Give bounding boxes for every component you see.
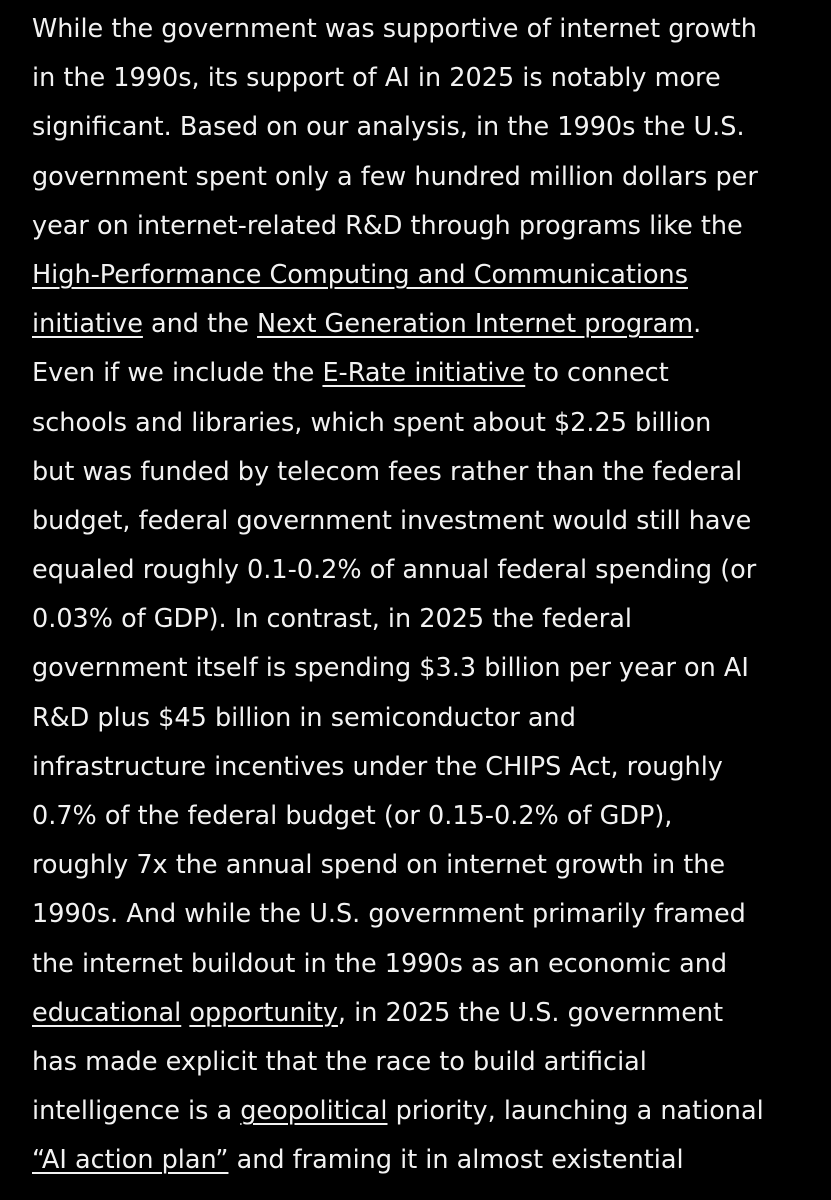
text-segment: government itself is spending $3.3 billion per year on AI	[32, 653, 749, 684]
hpcc-initiative-link[interactable]: initiative	[32, 309, 143, 340]
text-segment: equaled roughly 0.1-0.2% of annual federal spending (or	[32, 555, 757, 586]
text-line	[32, 5, 813, 54]
article-paragraph	[32, 5, 813, 1186]
text-segment: significant. Based on our analysis, in the 1990s the U.S.	[32, 112, 745, 143]
text-line	[32, 694, 813, 743]
text-line	[32, 989, 813, 1038]
text-segment: .	[693, 309, 702, 340]
text-segment: R&D plus $45 billion in semiconductor and	[32, 702, 576, 733]
text-segment: While the government was supportive of internet growth	[32, 14, 757, 44]
ai-action-plan-link[interactable]: “AI action plan”	[32, 1145, 229, 1176]
text-segment: but was funded by telecom fees rather than the federal	[32, 456, 743, 487]
text-line	[32, 103, 813, 152]
text-segment: and the	[142, 309, 258, 340]
text-line	[32, 251, 813, 300]
text-segment: , in 2025 the U.S. government	[337, 997, 724, 1028]
text-line	[32, 497, 813, 546]
text-line	[32, 940, 813, 989]
e-rate-initiative-link[interactable]: E-Rate initiative	[322, 358, 526, 389]
hpcc-initiative-link[interactable]: High-Performance Computing and Communications	[32, 259, 688, 290]
text-line	[32, 1038, 813, 1087]
text-line	[32, 300, 813, 349]
text-segment: roughly 7x the annual spend on internet growth in the	[32, 850, 726, 881]
text-segment: 0.7% of the federal budget (or 0.15-0.2% of GDP),	[32, 801, 673, 831]
text-segment: year on internet-related R&D through programs like the	[32, 210, 743, 241]
text-segment: intelligence is a	[32, 1096, 241, 1127]
geopolitical-link[interactable]: geopolitical	[240, 1096, 388, 1127]
opportunity-link[interactable]: opportunity	[189, 997, 338, 1028]
educational-link[interactable]: educational	[32, 997, 182, 1028]
text-line	[32, 546, 813, 595]
text-segment: Even if we include the	[32, 358, 323, 389]
text-line	[32, 349, 813, 398]
text-line	[32, 153, 813, 202]
text-segment: in the 1990s, its support of AI in 2025 is notably more	[32, 63, 721, 94]
text-segment: schools and libraries, which spent about $2.25 billion	[32, 407, 712, 438]
text-segment: infrastructure incentives under the CHIPS Act, roughly	[32, 751, 723, 782]
text-segment: 1990s. And while the U.S. government primarily framed	[32, 899, 746, 930]
text-line	[32, 54, 813, 103]
text-segment: 0.03% of GDP). In contrast, in 2025 the federal	[32, 604, 632, 635]
text-line	[32, 792, 813, 841]
text-segment: the internet buildout in the 1990s as an economic and	[32, 948, 728, 979]
text-line	[32, 448, 813, 497]
text-line	[32, 743, 813, 792]
text-line	[32, 1087, 813, 1136]
text-segment: priority, launching a national	[387, 1096, 764, 1127]
text-segment: has made explicit that the race to build artificial	[32, 1046, 647, 1077]
text-line	[32, 399, 813, 448]
text-line	[32, 595, 813, 644]
text-segment: and framing it in almost existential	[228, 1145, 684, 1176]
text-segment: to connect	[525, 358, 669, 389]
text-segment: budget, federal government investment would still have	[32, 505, 752, 536]
text-line	[32, 202, 813, 251]
next-generation-internet-program-link[interactable]: Next Generation Internet program	[257, 309, 694, 340]
text-segment: government spent only a few hundred million dollars per	[32, 161, 758, 192]
text-line	[32, 841, 813, 890]
text-line	[32, 890, 813, 939]
text-line	[32, 1136, 813, 1185]
text-line	[32, 644, 813, 693]
